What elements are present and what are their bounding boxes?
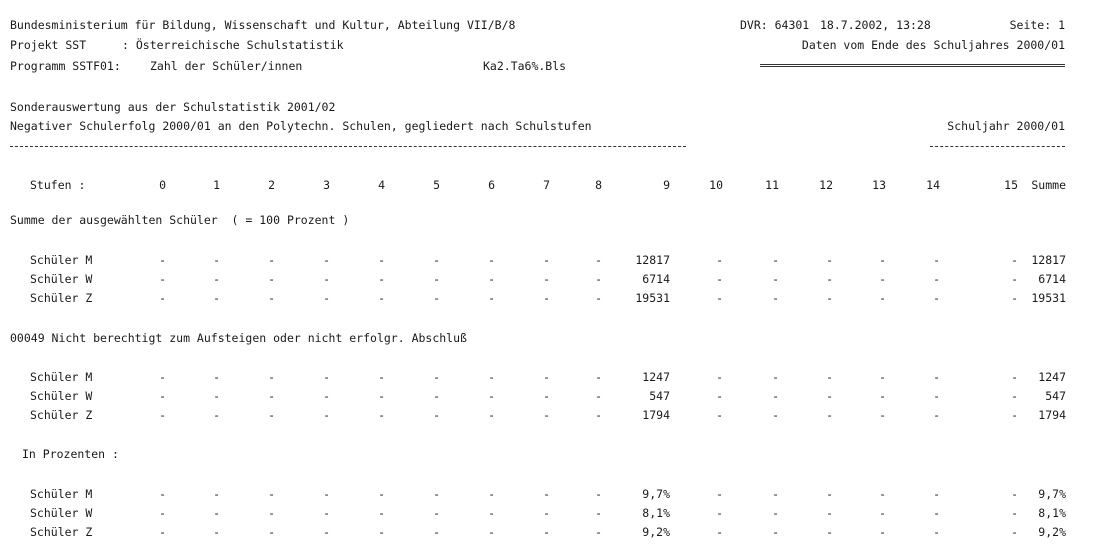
table-cell: -: [268, 408, 275, 422]
table-cell: -: [488, 272, 495, 286]
table-cell: -: [772, 525, 779, 539]
program-label: Programm SSTF01:: [10, 59, 121, 73]
table-cell: -: [772, 291, 779, 305]
table-cell: 9,7%: [1038, 487, 1066, 501]
table-cell: -: [323, 487, 330, 501]
table-cell: -: [933, 506, 940, 520]
column-header-12: 12: [819, 178, 833, 192]
table-cell: -: [772, 389, 779, 403]
column-header-11: 11: [765, 178, 779, 192]
table-cell: -: [213, 272, 220, 286]
table-cell: -: [879, 525, 886, 539]
column-header-label: Stufen :: [30, 178, 86, 192]
table-cell: 8,1%: [1038, 506, 1066, 520]
table-cell: -: [933, 272, 940, 286]
table-cell: -: [213, 253, 220, 267]
table-cell: -: [595, 291, 602, 305]
table-cell: -: [323, 370, 330, 384]
table-cell: -: [543, 272, 550, 286]
table-cell: -: [879, 291, 886, 305]
table-cell: -: [933, 253, 940, 267]
table-cell: -: [488, 506, 495, 520]
table-cell: 9,2%: [642, 525, 670, 539]
column-header-0: 0: [159, 178, 166, 192]
table-cell: -: [159, 408, 166, 422]
table-cell: -: [879, 370, 886, 384]
table-cell: -: [879, 272, 886, 286]
table-cell: -: [716, 525, 723, 539]
table-cell: -: [595, 506, 602, 520]
table-cell: -: [159, 370, 166, 384]
table-cell: 12817: [1031, 253, 1066, 267]
table-cell: -: [595, 272, 602, 286]
table-cell: -: [826, 253, 833, 267]
project-value: : Österreichische Schulstatistik: [122, 38, 344, 52]
table-cell: -: [268, 253, 275, 267]
table-cell: -: [716, 389, 723, 403]
column-header-9: 9: [663, 178, 670, 192]
row-label: Schüler W: [30, 272, 93, 286]
table-cell: -: [1011, 291, 1018, 305]
table-cell: -: [488, 408, 495, 422]
table-cell: -: [378, 506, 385, 520]
table-cell: -: [879, 408, 886, 422]
table-cell: -: [488, 291, 495, 305]
project-label: Projekt SST: [10, 38, 87, 52]
row-label: Schüler W: [30, 506, 93, 520]
table-cell: -: [1011, 370, 1018, 384]
table-cell: -: [213, 370, 220, 384]
column-header-13: 13: [872, 178, 886, 192]
table-cell: -: [323, 525, 330, 539]
table-cell: -: [378, 389, 385, 403]
table-cell: -: [595, 525, 602, 539]
table-cell: -: [772, 487, 779, 501]
table-cell: 8,1%: [642, 506, 670, 520]
table-cell: -: [826, 272, 833, 286]
table-cell: -: [433, 389, 440, 403]
table-cell: -: [268, 506, 275, 520]
table-cell: 19531: [1031, 291, 1066, 305]
table-cell: -: [323, 389, 330, 403]
table-cell: -: [268, 291, 275, 305]
table-cell: -: [1011, 487, 1018, 501]
table-cell: -: [595, 408, 602, 422]
table-cell: -: [716, 370, 723, 384]
table-cell: -: [772, 253, 779, 267]
table-cell: -: [433, 272, 440, 286]
table-cell: -: [543, 291, 550, 305]
table-cell: 9,2%: [1038, 525, 1066, 539]
dvr-number: DVR: 64301: [740, 18, 810, 32]
table-cell: 12817: [635, 253, 670, 267]
table-cell: 6714: [1038, 272, 1066, 286]
table-cell: 1794: [1038, 408, 1066, 422]
table-cell: -: [933, 408, 940, 422]
school-year: Schuljahr 2000/01: [947, 119, 1065, 133]
column-header-7: 7: [543, 178, 550, 192]
program-value: Zahl der Schüler/innen: [150, 59, 303, 73]
table-cell: -: [159, 389, 166, 403]
table-cell: -: [826, 370, 833, 384]
table-cell: -: [488, 389, 495, 403]
table-cell: -: [1011, 253, 1018, 267]
row-label: Schüler M: [30, 370, 93, 384]
table-cell: 1247: [642, 370, 670, 384]
column-header-1: 1: [213, 178, 220, 192]
table-cell: -: [1011, 525, 1018, 539]
table-cell: -: [933, 370, 940, 384]
table-cell: -: [595, 253, 602, 267]
ministry-line: Bundesministerium für Bildung, Wissenschaft und Kultur, Abteilung VII/B/8: [10, 18, 516, 32]
table-cell: -: [716, 291, 723, 305]
table-cell: -: [433, 525, 440, 539]
table-cell: -: [879, 253, 886, 267]
table-cell: -: [543, 506, 550, 520]
table-cell: -: [772, 506, 779, 520]
table-cell: -: [159, 272, 166, 286]
table-cell: -: [378, 408, 385, 422]
table-cell: -: [213, 291, 220, 305]
column-header-6: 6: [488, 178, 495, 192]
table-cell: -: [378, 253, 385, 267]
table-cell: -: [716, 506, 723, 520]
table-cell: -: [488, 487, 495, 501]
row-label: Schüler M: [30, 487, 93, 501]
table-cell: -: [159, 253, 166, 267]
report-subtitle: Negativer Schulerfolg 2000/01 an den Polytechn. Schulen, gegliedert nach Schulstufen: [10, 119, 592, 133]
column-header-8: 8: [595, 178, 602, 192]
table-cell: -: [543, 487, 550, 501]
table-cell: -: [716, 408, 723, 422]
column-header-14: 14: [926, 178, 940, 192]
section-heading: 00049 Nicht berechtigt zum Aufsteigen oder nicht erfolgr. Abschluß: [10, 331, 467, 345]
table-cell: -: [772, 370, 779, 384]
table-cell: -: [933, 389, 940, 403]
column-header-4: 4: [378, 178, 385, 192]
table-cell: -: [378, 272, 385, 286]
table-cell: -: [826, 408, 833, 422]
table-cell: -: [543, 389, 550, 403]
column-header-15: 15: [1004, 178, 1018, 192]
table-cell: -: [323, 506, 330, 520]
table-cell: -: [933, 525, 940, 539]
table-cell: -: [933, 487, 940, 501]
row-label: Schüler Z: [30, 408, 93, 422]
table-cell: -: [1011, 389, 1018, 403]
table-cell: 1247: [1038, 370, 1066, 384]
table-cell: -: [268, 525, 275, 539]
table-cell: -: [772, 408, 779, 422]
table-cell: -: [268, 370, 275, 384]
table-cell: -: [826, 487, 833, 501]
table-cell: -: [159, 525, 166, 539]
table-cell: -: [488, 525, 495, 539]
table-cell: -: [826, 506, 833, 520]
table-cell: -: [826, 291, 833, 305]
table-cell: -: [268, 389, 275, 403]
column-header-10: 10: [709, 178, 723, 192]
table-cell: -: [213, 408, 220, 422]
column-header-16: Summe: [1031, 178, 1066, 192]
column-header-3: 3: [323, 178, 330, 192]
table-cell: -: [433, 506, 440, 520]
table-cell: -: [1011, 272, 1018, 286]
file-name: Ka2.Ta6%.Bls: [483, 59, 567, 73]
row-label: Schüler Z: [30, 525, 93, 539]
table-cell: -: [378, 291, 385, 305]
school-year-underline: [930, 146, 1065, 147]
table-cell: -: [826, 525, 833, 539]
table-cell: -: [543, 408, 550, 422]
column-header-5: 5: [433, 178, 440, 192]
table-cell: -: [159, 487, 166, 501]
table-cell: -: [268, 487, 275, 501]
table-cell: -: [213, 487, 220, 501]
table-cell: -: [433, 253, 440, 267]
table-cell: -: [543, 370, 550, 384]
table-cell: -: [716, 272, 723, 286]
table-cell: -: [595, 370, 602, 384]
column-header-2: 2: [268, 178, 275, 192]
table-cell: -: [433, 487, 440, 501]
row-label: Schüler W: [30, 389, 93, 403]
table-cell: -: [159, 291, 166, 305]
report-title: Sonderauswertung aus der Schulstatistik 2001/02: [10, 100, 336, 114]
table-cell: -: [716, 253, 723, 267]
table-cell: -: [595, 487, 602, 501]
table-cell: 6714: [642, 272, 670, 286]
row-label: Schüler M: [30, 253, 93, 267]
table-cell: -: [488, 253, 495, 267]
table-cell: -: [879, 487, 886, 501]
table-cell: -: [323, 272, 330, 286]
table-cell: -: [213, 506, 220, 520]
table-cell: -: [433, 408, 440, 422]
table-cell: -: [213, 389, 220, 403]
table-cell: 547: [649, 389, 670, 403]
report-datetime: 18.7.2002, 13:28: [820, 18, 931, 32]
data-source: Daten vom Ende des Schuljahres 2000/01: [801, 38, 1065, 52]
table-cell: -: [879, 389, 886, 403]
page-number: Seite: 1: [1009, 18, 1065, 32]
table-cell: -: [879, 506, 886, 520]
table-cell: -: [433, 291, 440, 305]
table-cell: -: [378, 525, 385, 539]
table-cell: -: [213, 525, 220, 539]
table-cell: 9,7%: [642, 487, 670, 501]
table-cell: -: [433, 370, 440, 384]
table-cell: -: [323, 253, 330, 267]
table-cell: -: [378, 370, 385, 384]
table-cell: -: [933, 291, 940, 305]
table-cell: -: [716, 487, 723, 501]
table-cell: -: [268, 272, 275, 286]
table-cell: -: [543, 525, 550, 539]
table-cell: 19531: [635, 291, 670, 305]
title-underline: [10, 146, 686, 147]
table-cell: -: [159, 506, 166, 520]
section-heading: Summe der ausgewählten Schüler ( = 100 Prozent ): [10, 213, 350, 227]
row-label: Schüler Z: [30, 291, 93, 305]
table-cell: -: [323, 291, 330, 305]
table-cell: -: [543, 253, 550, 267]
table-cell: -: [323, 408, 330, 422]
table-cell: 1794: [642, 408, 670, 422]
table-cell: -: [826, 389, 833, 403]
table-cell: -: [772, 272, 779, 286]
table-cell: 547: [1045, 389, 1066, 403]
table-cell: -: [378, 487, 385, 501]
table-cell: -: [1011, 506, 1018, 520]
section-heading: In Prozenten :: [22, 447, 119, 461]
header-underline: [760, 64, 1065, 67]
table-cell: -: [488, 370, 495, 384]
table-cell: -: [595, 389, 602, 403]
table-cell: -: [1011, 408, 1018, 422]
